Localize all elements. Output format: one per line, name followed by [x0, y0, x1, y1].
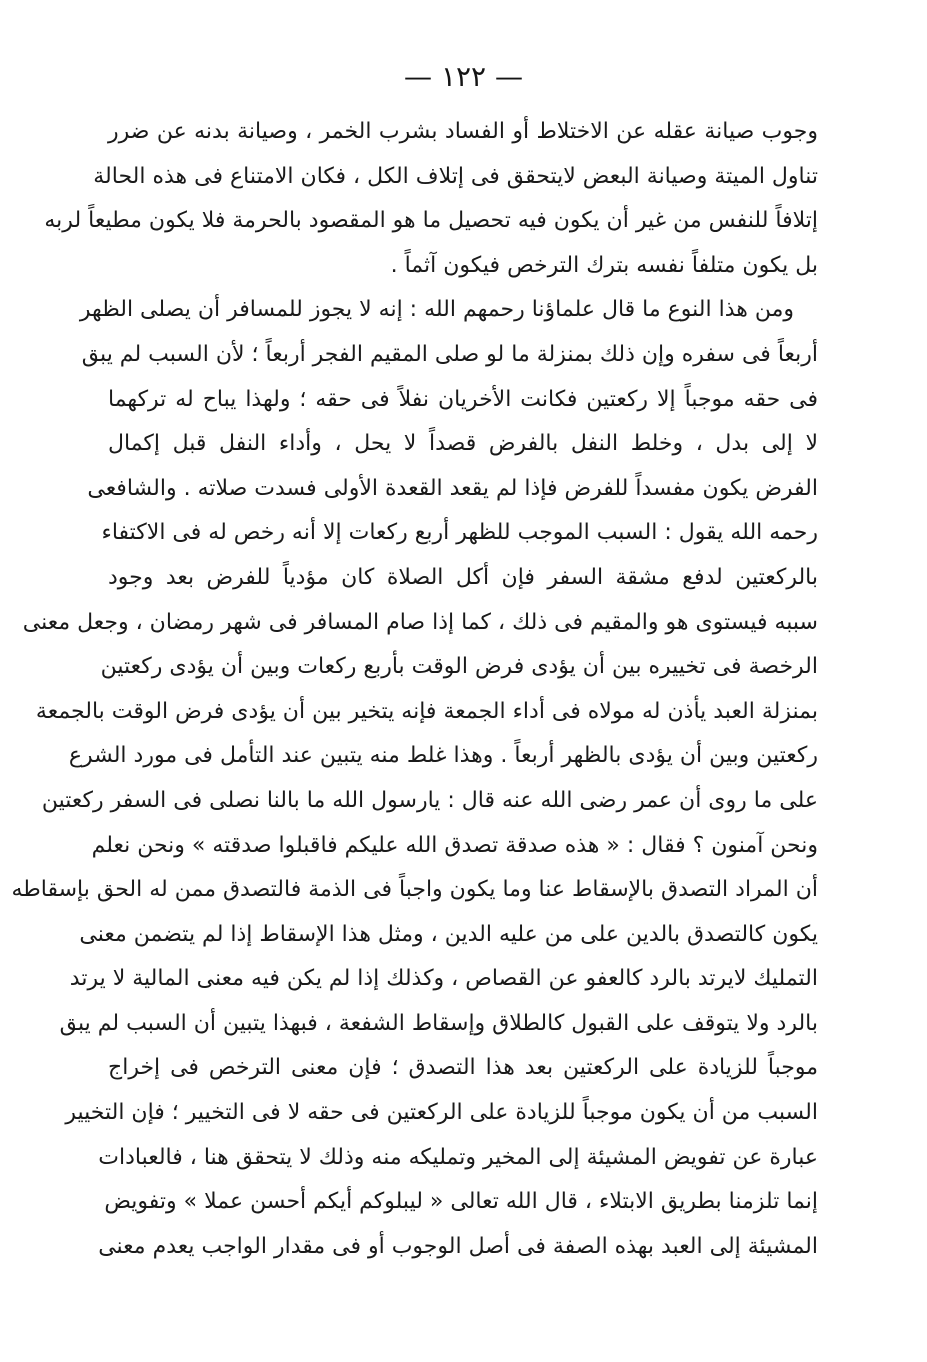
text-line: الرخصة فى تخييره بين أن يؤدى فرض الوقت بأربع ركعات وبين أن يؤدى ركعتين — [100, 654, 818, 680]
text-line: السبب من أن يكون موجباً للزيادة على الركعتين فى حقه لا فى التخيير ؛ فإن التخيير — [65, 1100, 818, 1126]
text-line: بالرد ولا يتوقف على القبول كالطلاق وإسقاط الشفعة ، فبهذا يتبين أن السبب لم يبق — [59, 1010, 818, 1036]
text-line: بمنزلة العبد يأذن له مولاه فى أداء الجمعة فإنه يتخير بين أن يؤدى فرض الوقت بالجمعة — [35, 698, 818, 724]
text-line: التمليك لايرتد بالرد كالعفو عن القصاص ، وكذلك إذا لم يكن فيه معنى المالية لا يرتد — [69, 966, 818, 992]
text-line: موجباً للزيادة على الركعتين بعد هذا التصدق ؛ فإن معنى الترخص فى إخراج — [108, 1055, 818, 1081]
text-line: ومن هذا النوع ما قال علماؤنا رحمهم الله : إنه لا يجوز للمسافر أن يصلى الظهر — [79, 297, 794, 323]
text-line: رحمه الله يقول : السبب الموجب للظهر أربع ركعات إلا أنه رخص له فى الاكتفاء — [101, 520, 818, 546]
text-line: أن المراد التصدق بالإسقاط عنا وما يكون واجباً فى الذمة فالتصدق ممن له الحق بإسقاطه — [11, 877, 818, 903]
body-text — [11, 110, 818, 1269]
text-line: المشيئة إلى العبد بهذه الصفة فى أصل الوجوب أو فى مقدار الواجب يعدم معنى — [98, 1233, 818, 1259]
text-line: إتلافاً للنفس من غير أن يكون فيه تحصيل ما هو المقصود بالحرمة فلا يكون مطيعاً لربه — [44, 208, 818, 234]
text-line: لا إلى بدل ، وخلط النفل بالفرض قصداً لا يحل ، وأداء النفل قبل إكمال — [108, 431, 818, 457]
text-line: أربعاً فى سفره وإن ذلك بمنزلة ما لو صلى المقيم الفجر أربعاً ؛ لأن السبب لم يبق — [81, 341, 818, 367]
text-line: بل يكون متلفاً نفسه بترك الترخص فيكون آثماً . — [390, 252, 818, 278]
text-line: ركعتين وبين أن يؤدى بالظهر أربعاً . وهذا غلط منه يتبين عند التأمل فى مورد الشرع — [68, 743, 818, 769]
text-line: ونحن آمنون ؟ فقال : « هذه صدقة تصدق الله عليكم فاقبلوا صدقته » ونحن نعلم — [91, 832, 818, 858]
text-line: عبارة عن تفويض المشيئة إلى المخير وتمليكه منه وذلك لا يتحقق هنا ، فالعبادات — [98, 1144, 818, 1170]
text-line: على ما روى أن عمر رضى الله عنه قال : يارسول الله ما بالنا نصلى فى السفر ركعتين — [41, 787, 818, 813]
text-line: تناول الميتة وصيانة البعض لايتحقق فى إتلاف الكل ، فكان الامتناع فى هذه الحالة — [93, 163, 818, 189]
text-line: وجوب صيانة عقله عن الاختلاط أو الفساد بشرب الخمر ، وصيانة بدنه عن ضرر — [108, 119, 818, 144]
text-line: فى حقه موجباً إلا ركعتين فكانت الأخريان نفلاً فى حقه ؛ ولهذا يباح له تركهما — [108, 386, 818, 412]
text-line: الفرض يكون مفسداً للفرض فإذا لم يقعد القعدة الأولى فسدت صلاته . والشافعى — [87, 475, 818, 501]
text-line: بالركعتين لدفع مشقة السفر فإن أكل الصلاة كان مؤدياً للفرض بعد وجود — [108, 564, 818, 590]
text-line: يكون كالتصدق بالدين على من عليه الدين ، ومثل هذا الإسقاط إذا لم يتضمن معنى — [79, 921, 818, 947]
page-number: — ١٢٢ — — [404, 60, 523, 93]
text-line: إنما تلزمنا بطريق الابتلاء ، قال الله تعالى « ليبلوكم أيكم أحسن عملا » وتفويض — [104, 1189, 818, 1215]
text-line: سببه فيستوى هو والمقيم فى ذلك ، كما إذا صام المسافر فى شهر رمضان ، وجعل معنى — [22, 609, 818, 635]
